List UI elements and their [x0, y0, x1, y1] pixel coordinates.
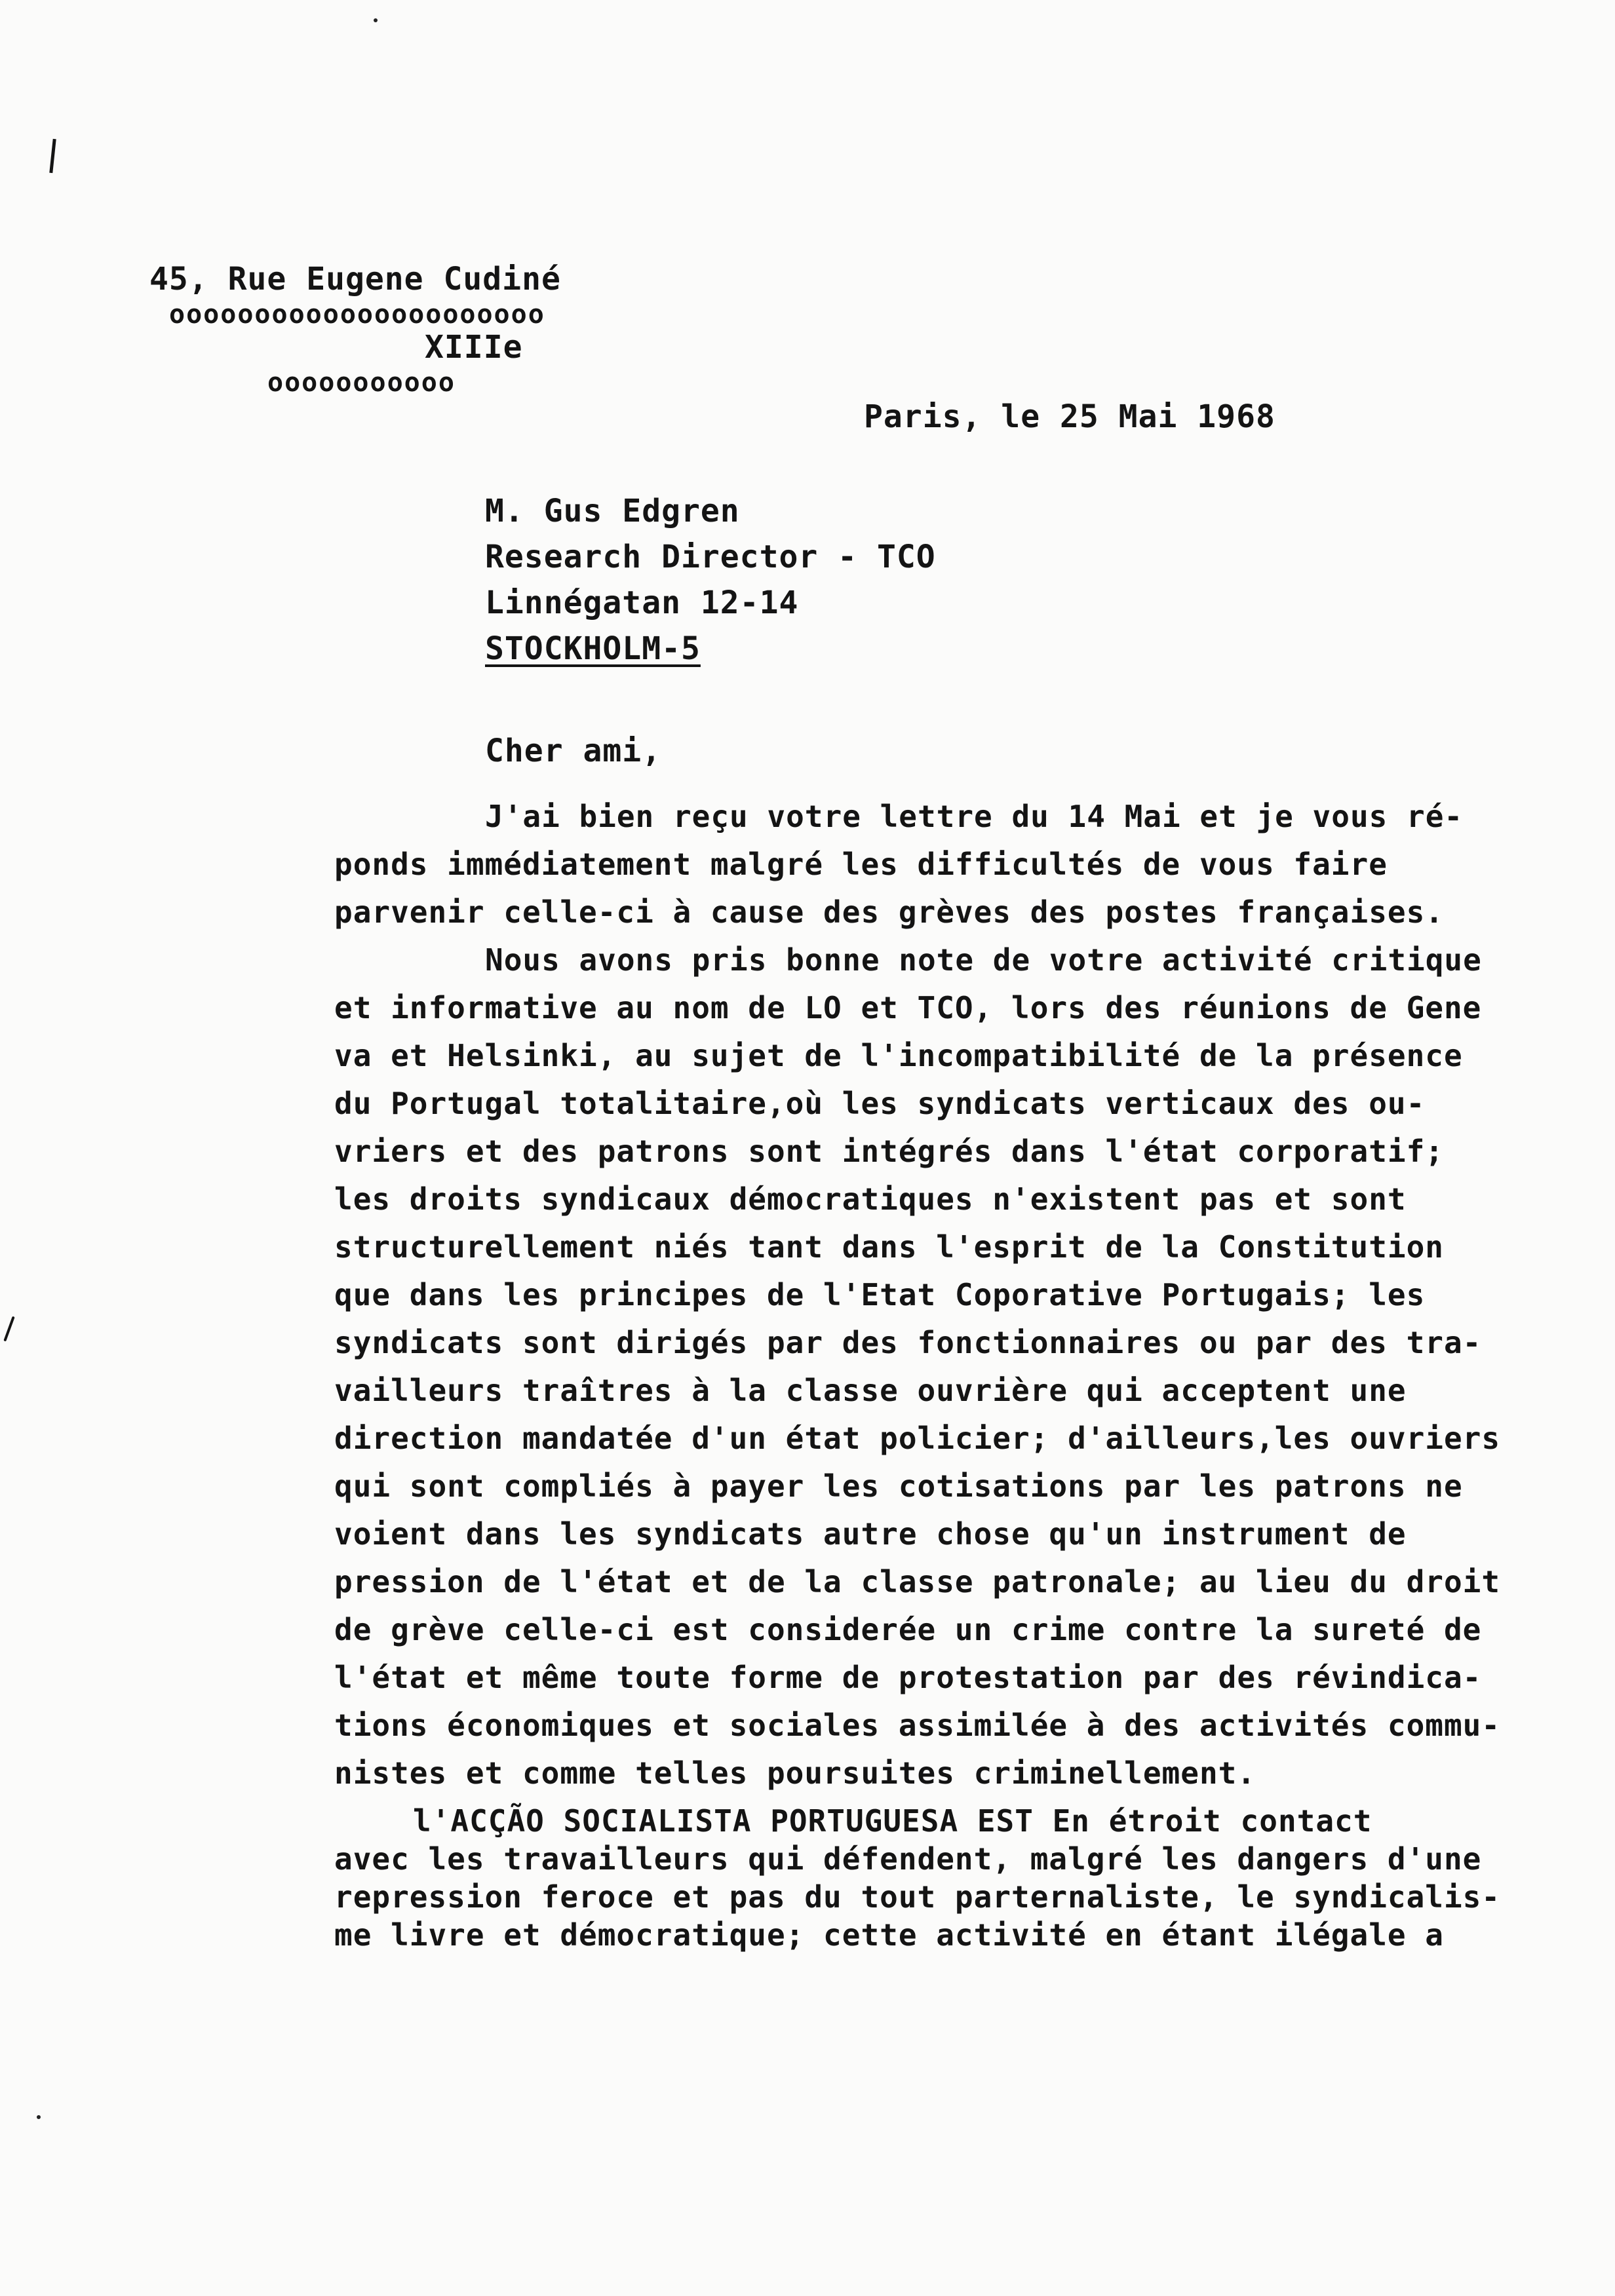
body-line: direction mandatée d'un état policier; d'ailleurs,les ouvriers: [334, 1421, 1501, 1456]
sender-separator: oooooooooooooooooooooo: [169, 299, 545, 330]
ink-speck: [374, 18, 378, 22]
salutation: Cher ami,: [485, 733, 662, 769]
body-line: vriers et des patrons sont intégrés dans l'état corporatif;: [334, 1134, 1444, 1169]
body-line: syndicats sont dirigés par des fonctionnaires ou par des tra-: [334, 1325, 1482, 1360]
recipient-city: STOCKHOLM-5: [485, 630, 701, 667]
body-line: voient dans les syndicats autre chose qu'un instrument de: [334, 1516, 1407, 1552]
body-line: tions économiques et sociales assimilée à des activités commu-: [334, 1708, 1501, 1743]
body-line: que dans les principes de l'Etat Coporative Portugais; les: [334, 1277, 1426, 1312]
margin-mark: [49, 139, 56, 173]
recipient-name: M. Gus Edgren: [485, 493, 740, 529]
body-line: qui sont compliés à payer les cotisations par les patrons ne: [334, 1468, 1463, 1504]
letter-date: Paris, le 25 Mai 1968: [864, 398, 1275, 435]
body-line: structurellement niés tant dans l'esprit de la Constitution: [334, 1229, 1444, 1265]
sender-arrondissement: XIIIe: [425, 329, 523, 366]
sender-address: 45, Rue Eugene Cudiné: [149, 261, 561, 297]
body-line: et informative au nom de LO et TCO, lors des réunions de Gene: [334, 990, 1482, 1025]
body-line: pression de l'état et de la classe patronale; au lieu du droit: [334, 1564, 1501, 1599]
body-line: Nous avons pris bonne note de votre activité critique: [485, 942, 1482, 978]
body-line: l'ACÇÃO SOCIALISTA PORTUGUESA EST En étroit contact: [413, 1803, 1372, 1839]
body-line: parvenir celle-ci à cause des grèves des postes françaises.: [334, 894, 1444, 930]
letter-body: [334, 793, 1580, 1953]
recipient-street: Linnégatan 12-14: [485, 584, 799, 621]
recipient-title: Research Director - TCO: [485, 539, 936, 575]
body-line: vailleurs traîtres à la classe ouvrière qui acceptent une: [334, 1373, 1407, 1408]
body-line: va et Helsinki, au sujet de l'incompatibilité de la présence: [334, 1038, 1463, 1073]
body-line: ponds immédiatement malgré les difficultés de vous faire: [334, 847, 1388, 882]
margin-mark: [3, 1316, 14, 1342]
sender-separator: ooooooooooo: [267, 368, 456, 398]
body-line: de grève celle-ci est considerée un crime contre la sureté de: [334, 1612, 1482, 1647]
body-line: du Portugal totalitaire,où les syndicats verticaux des ou-: [334, 1086, 1426, 1121]
ink-speck: [37, 2115, 41, 2119]
body-line: me livre et démocratique; cette activité en étant ilégale a: [334, 1917, 1444, 1953]
body-line: repression feroce et pas du tout parternaliste, le syndicalis-: [334, 1879, 1501, 1915]
body-line: J'ai bien reçu votre lettre du 14 Mai et je vous ré-: [485, 799, 1464, 834]
body-line: avec les travailleurs qui défendent, malgré les dangers d'une: [334, 1841, 1482, 1877]
body-line: l'état et même toute forme de protestation par des révindica-: [334, 1660, 1482, 1695]
body-line: nistes et comme telles poursuites criminellement.: [334, 1755, 1256, 1791]
body-line: les droits syndicaux démocratiques n'existent pas et sont: [334, 1181, 1407, 1217]
